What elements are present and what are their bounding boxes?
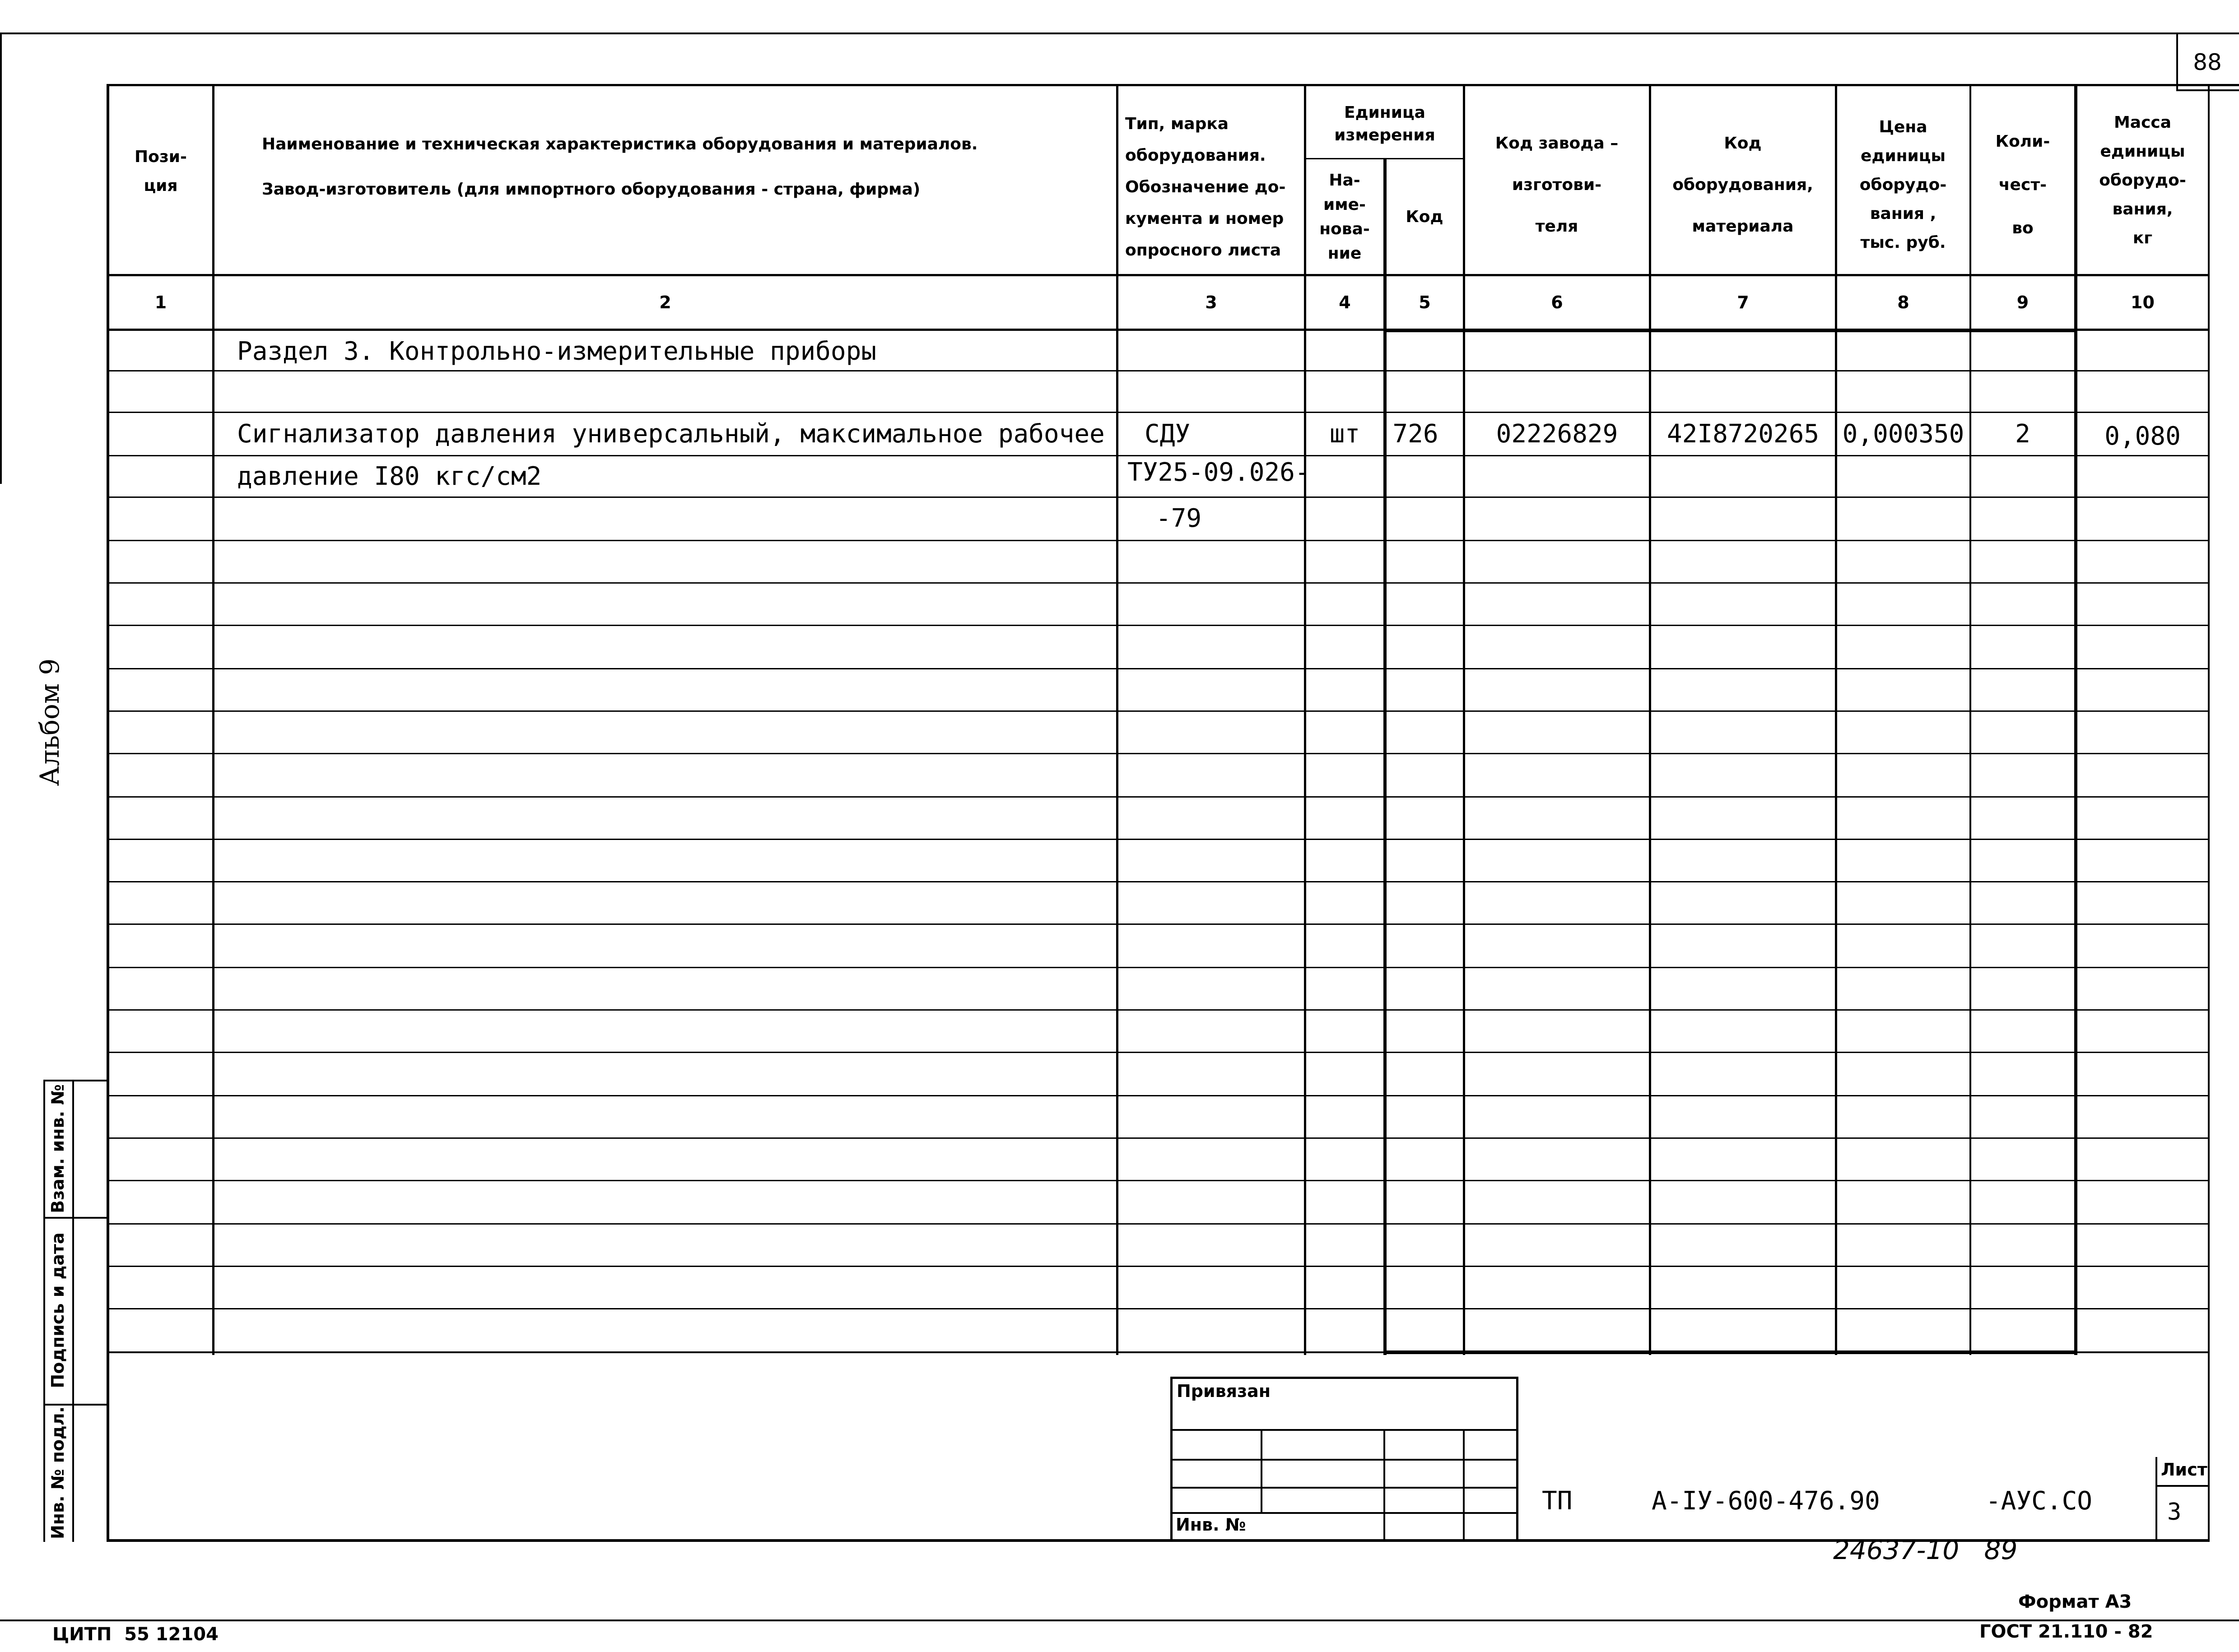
stamp-signature-date-text: Подпись и дата xyxy=(48,1232,68,1388)
row-line xyxy=(107,839,2210,840)
stamp-div-1 xyxy=(43,1217,109,1219)
col-line-6 xyxy=(1649,84,1651,1355)
item-price: 0,000350 xyxy=(1842,419,1964,449)
doc-number: А-IУ-600-476.90 xyxy=(1652,1486,1880,1516)
col-line-2 xyxy=(1116,84,1118,1355)
sheet-number: 88 xyxy=(2193,49,2222,75)
item-equipment-code: 42I8720265 xyxy=(1666,419,1820,449)
gost-label: ГОСТ 21.110 - 82 xyxy=(1979,1621,2153,1642)
header-equipment-code: Код оборудования, материала xyxy=(1672,134,1813,236)
row-line xyxy=(107,1266,2210,1267)
item-name-line1: Сигнализатор давления универсальный, максимальное рабочее xyxy=(237,419,1105,449)
column-number: 10 xyxy=(2131,292,2155,312)
column-number: 4 xyxy=(1339,292,1351,312)
column-number: 6 xyxy=(1551,292,1563,312)
header-position: Пози- ция xyxy=(135,148,187,195)
bound-label: Привязан xyxy=(1177,1381,1271,1401)
row-line xyxy=(107,1052,2210,1053)
col-line-1 xyxy=(212,84,214,1355)
header-price: Цена единицы оборудо- вания , тыс. руб. xyxy=(1859,118,1947,252)
handwritten-number: 24637-10 89 xyxy=(1833,1535,2018,1565)
row-line xyxy=(107,967,2210,968)
row-line xyxy=(107,1137,2210,1139)
frame-left xyxy=(0,32,2,484)
header-quantity: Коли- чест- во xyxy=(1995,132,2050,237)
header-plant-code: Код завода – изготови- теля xyxy=(1495,134,1619,236)
row-line xyxy=(107,1308,2210,1309)
publisher-label: ЦИТП 55 12104 xyxy=(52,1624,219,1645)
item-unit: шт xyxy=(1329,419,1360,449)
column-number: 5 xyxy=(1419,292,1431,312)
column-number: 3 xyxy=(1205,292,1217,312)
item-name-line2: давление I80 кгс/см2 xyxy=(237,462,542,491)
header-type: Тип, марка оборудования. Обозначение до- кумента и номер опросного листа xyxy=(1125,115,1286,260)
item-type-line1: СДУ xyxy=(1145,419,1191,449)
row-line xyxy=(107,1095,2210,1096)
tb-col-line xyxy=(1261,1429,1262,1512)
item-mass: 0,080 xyxy=(2104,422,2181,451)
row-line xyxy=(107,1180,2210,1181)
col-line-8 xyxy=(1969,84,1971,1355)
item-plant-code: 02226829 xyxy=(1496,419,1618,449)
row-line xyxy=(107,710,2210,712)
tb-row-line xyxy=(1170,1512,1518,1514)
row-line xyxy=(107,540,2210,541)
album-label-text: Альбом 9 xyxy=(34,658,65,786)
column-number: 8 xyxy=(1897,292,1909,312)
column-number: 7 xyxy=(1737,292,1749,312)
header-mass: Масса единицы оборудо- вания, кг xyxy=(2099,113,2186,247)
item-unit-code: 726 xyxy=(1392,419,1438,449)
format-label: Формат А3 xyxy=(2018,1592,2132,1612)
row-line xyxy=(107,582,2210,584)
album-label xyxy=(32,654,68,790)
header-unit-group: Единица измерения xyxy=(1334,103,1435,144)
row-line xyxy=(107,796,2210,798)
table-right-border xyxy=(2208,84,2210,1542)
tb-col-line xyxy=(1463,1429,1465,1542)
sheet-box-mid xyxy=(2155,1485,2210,1487)
row-line xyxy=(107,881,2210,882)
frame-top xyxy=(0,32,2239,34)
sheet-box-left xyxy=(2155,1457,2157,1542)
stamp-replace-inv xyxy=(42,1081,74,1216)
stamp-replace-inv-text: Взам. инв. № xyxy=(48,1084,68,1213)
item-type-line2: ТУ25-09.026- xyxy=(1127,458,1310,487)
item-type-line3: -79 xyxy=(1156,503,1202,533)
stamp-original-inv xyxy=(42,1405,74,1541)
tb-bound-top xyxy=(1170,1377,1518,1379)
section-title: Раздел 3. Контрольно-измерительные приборы xyxy=(237,336,877,366)
column-number: 9 xyxy=(2016,292,2029,312)
sheet-value: 3 xyxy=(2167,1499,2182,1526)
col-line-7 xyxy=(1835,84,1837,1355)
row-line xyxy=(107,1223,2210,1225)
col-line-3 xyxy=(1304,84,1306,1355)
stamp-original-inv-text: Инв. № подл. xyxy=(48,1406,68,1540)
row-line xyxy=(107,923,2210,925)
row-line xyxy=(107,625,2210,626)
table-top-border xyxy=(107,84,2239,86)
header-name: Наименование и техническая характеристика оборудования и материалов. Завод-изготовитель (для импортного оборудования - страна, фирма) xyxy=(262,135,978,199)
bottom-rule xyxy=(0,1620,2239,1621)
doc-suffix: -АУС.СО xyxy=(1986,1486,2093,1516)
column-number: 2 xyxy=(659,292,671,312)
tb-col-line xyxy=(1383,1429,1385,1542)
row-line xyxy=(107,668,2210,669)
item-quantity: 2 xyxy=(2015,419,2030,449)
col-line-5 xyxy=(1463,84,1465,1355)
row-line xyxy=(107,1009,2210,1011)
doc-prefix: ТП xyxy=(1542,1486,1573,1516)
column-number: 1 xyxy=(154,292,167,312)
row-line xyxy=(107,753,2210,754)
inv-label: Инв. № xyxy=(1176,1515,1246,1535)
col-line-4 xyxy=(1383,158,1387,1355)
stamp-signature-date xyxy=(42,1220,74,1401)
header-unit-name: На- име- нова- ние xyxy=(1319,171,1370,263)
header-unit-code: Код xyxy=(1406,208,1443,226)
row-line xyxy=(107,370,2210,371)
tb-row-line xyxy=(1170,1429,1518,1431)
row-line xyxy=(107,1351,2210,1353)
tb-row-line xyxy=(1170,1487,1518,1489)
tb-row-line xyxy=(1170,1459,1518,1461)
col-line-9 xyxy=(2074,84,2077,1355)
sheet-label: Лист xyxy=(2161,1460,2207,1480)
thick-box-top xyxy=(1383,329,2077,332)
